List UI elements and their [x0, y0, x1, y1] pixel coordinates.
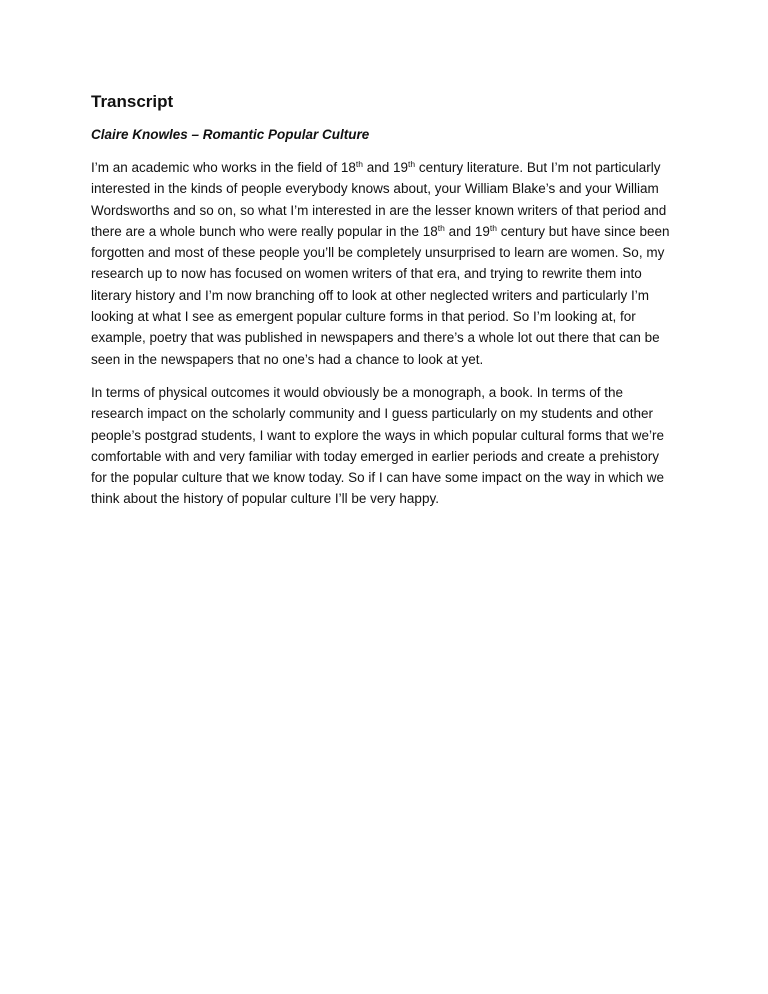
paragraph-1-text: century literature. But I’m not particularly interested in the kinds of people everybody knows about, your William Blake’s and your William Wordsworths and so on, so what I’m interested in are the lesser known writers of that period and there are a whole bunch who were really popular in the 18 — [91, 160, 667, 239]
paragraph-1-text: and 19 — [444, 223, 490, 239]
ordinal-suffix: th — [489, 222, 497, 233]
document-title: Transcript — [91, 92, 174, 111]
document-body — [91, 90, 676, 522]
paragraph-2: In terms of physical outcomes it would obviously be a monograph, a book. In terms of the research impact on the scholarly community and I guess particularly on my students and other people’s postgrad students, I want to explore the ways in which popular cultural forms that we’re comfortable with and very familiar with today emerged in earlier periods and create a prehistory for the popular culture that we know today. So if I can have some impact on the way in which we think about the history of popular culture I’ll be very happy. — [91, 384, 665, 507]
paragraph-1-text: I’m an academic who works in the field of 18 — [91, 160, 356, 175]
paragraph-1 — [91, 157, 676, 370]
paragraph-1-text: and 19 — [362, 160, 409, 175]
ordinal-suffix: th — [437, 222, 445, 233]
ordinal-suffix: th — [355, 159, 363, 169]
paragraph-1-text: century but have since been forgotten and most of these people you’ll be completely unsurprised to learn are women. So, my research up to now has focused on women writers of that era, and trying to rewrite them into literary history and I’m now branching off to look at other neglected writers and particularly I’m looking at what I see as emergent popular culture forms in that period. So I’m looking at, for example, poetry that was published in newspapers and there’s a whole lot out there that can be seen in the newspapers that no one’s had a chance to look at yet. — [91, 223, 670, 367]
document-subtitle: Claire Knowles – Romantic Popular Culture — [91, 127, 370, 142]
ordinal-suffix: th — [408, 159, 416, 169]
